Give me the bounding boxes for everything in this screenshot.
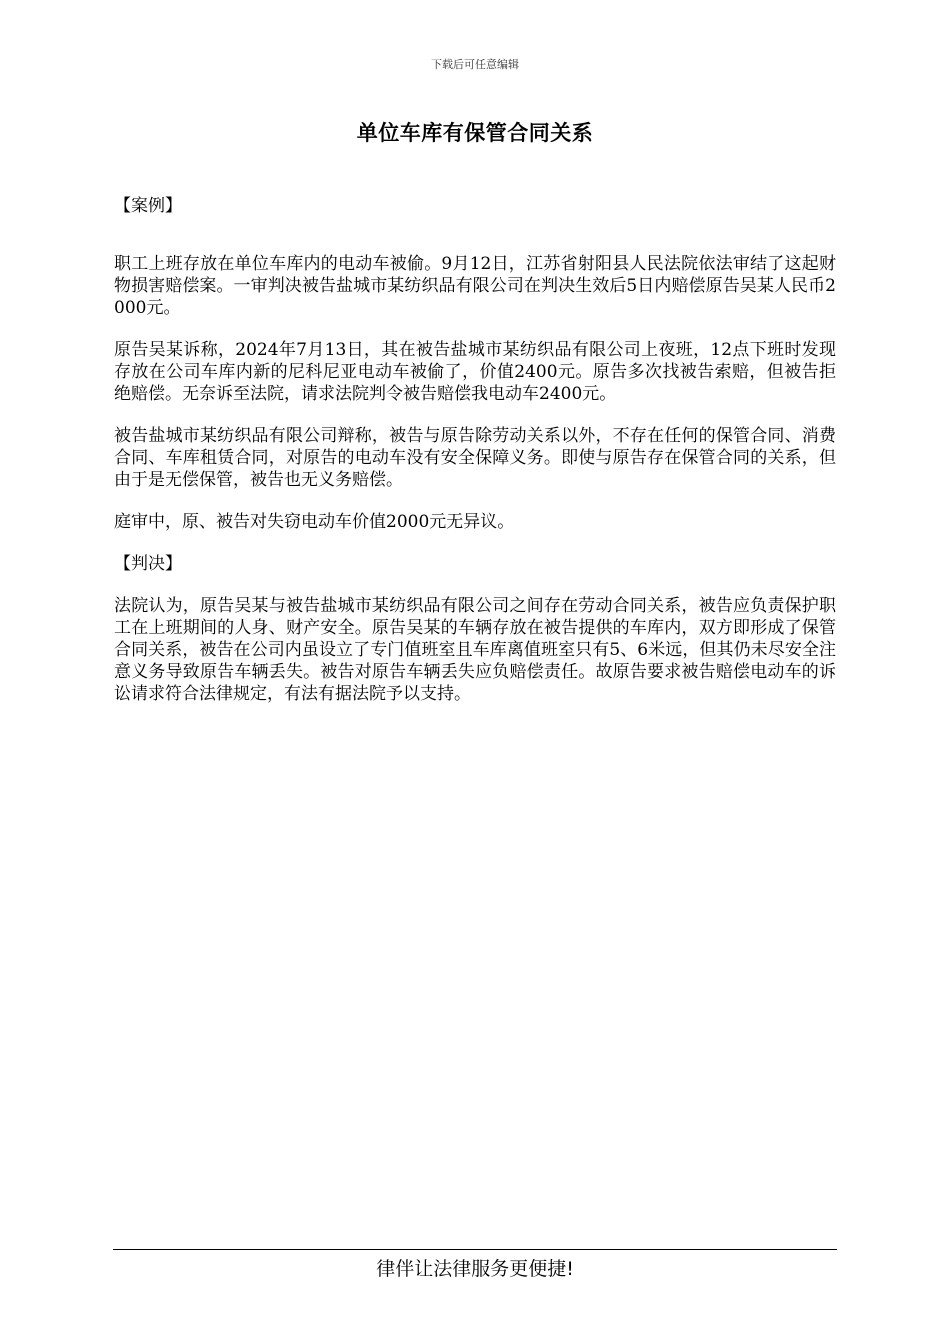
case-paragraph: 被告盐城市某纺织品有限公司辩称，被告与原告除劳动关系以外，不存在任何的保管合同、消费合同、车库租赁合同，对原告的电动车没有安全保障义务。即使与原告存在保管合同的关系，但由于是无偿保管，被告也无义务赔偿。 [114, 426, 836, 490]
judgment-section-label: 【判决】 [114, 554, 182, 574]
header-note: 下载后可任意编辑 [431, 58, 519, 71]
case-paragraph: 职工上班存放在单位车库内的电动车被偷。9月12日，江苏省射阳县人民法院依法审结了这起财物损害赔偿案。一审判决被告盐城市某纺织品有限公司在判决生效后5日内赔偿原告吴某人民币2000元。 [114, 254, 836, 318]
footer-slogan: 律伴让法律服务更便捷! [376, 1258, 574, 1280]
case-paragraph: 原告吴某诉称，2024年7月13日，其在被告盐城市某纺织品有限公司上夜班，12点下班时发现存放在公司车库内新的尼科尼亚电动车被偷了，价值2400元。原告多次找被告索赔，但被告拒绝赔偿。无奈诉至法院，请求法院判令被告赔偿我电动车2400元。 [114, 340, 836, 404]
judgment-paragraph: 法院认为，原告吴某与被告盐城市某纺织品有限公司之间存在劳动合同关系，被告应负责保护职工在上班期间的人身、财产安全。原告吴某的车辆存放在被告提供的车库内，双方即形成了保管合同关系，被告在公司内虽设立了专门值班室且车库离值班室只有5、6米远，但其仍未尽安全注意义务导致原告车辆丢失。被告对原告车辆丢失应负赔偿责任。故原告要求被告赔偿电动车的诉讼请求符合法律规定，有法有据法院予以支持。 [114, 596, 836, 704]
document-title: 单位车库有保管合同关系 [356, 121, 594, 145]
footer-divider [113, 1249, 837, 1250]
document-body [114, 195, 836, 725]
case-section-label: 【案例】 [114, 196, 182, 216]
case-paragraph: 庭审中，原、被告对失窃电动车价值2000元无异议。 [114, 512, 515, 532]
